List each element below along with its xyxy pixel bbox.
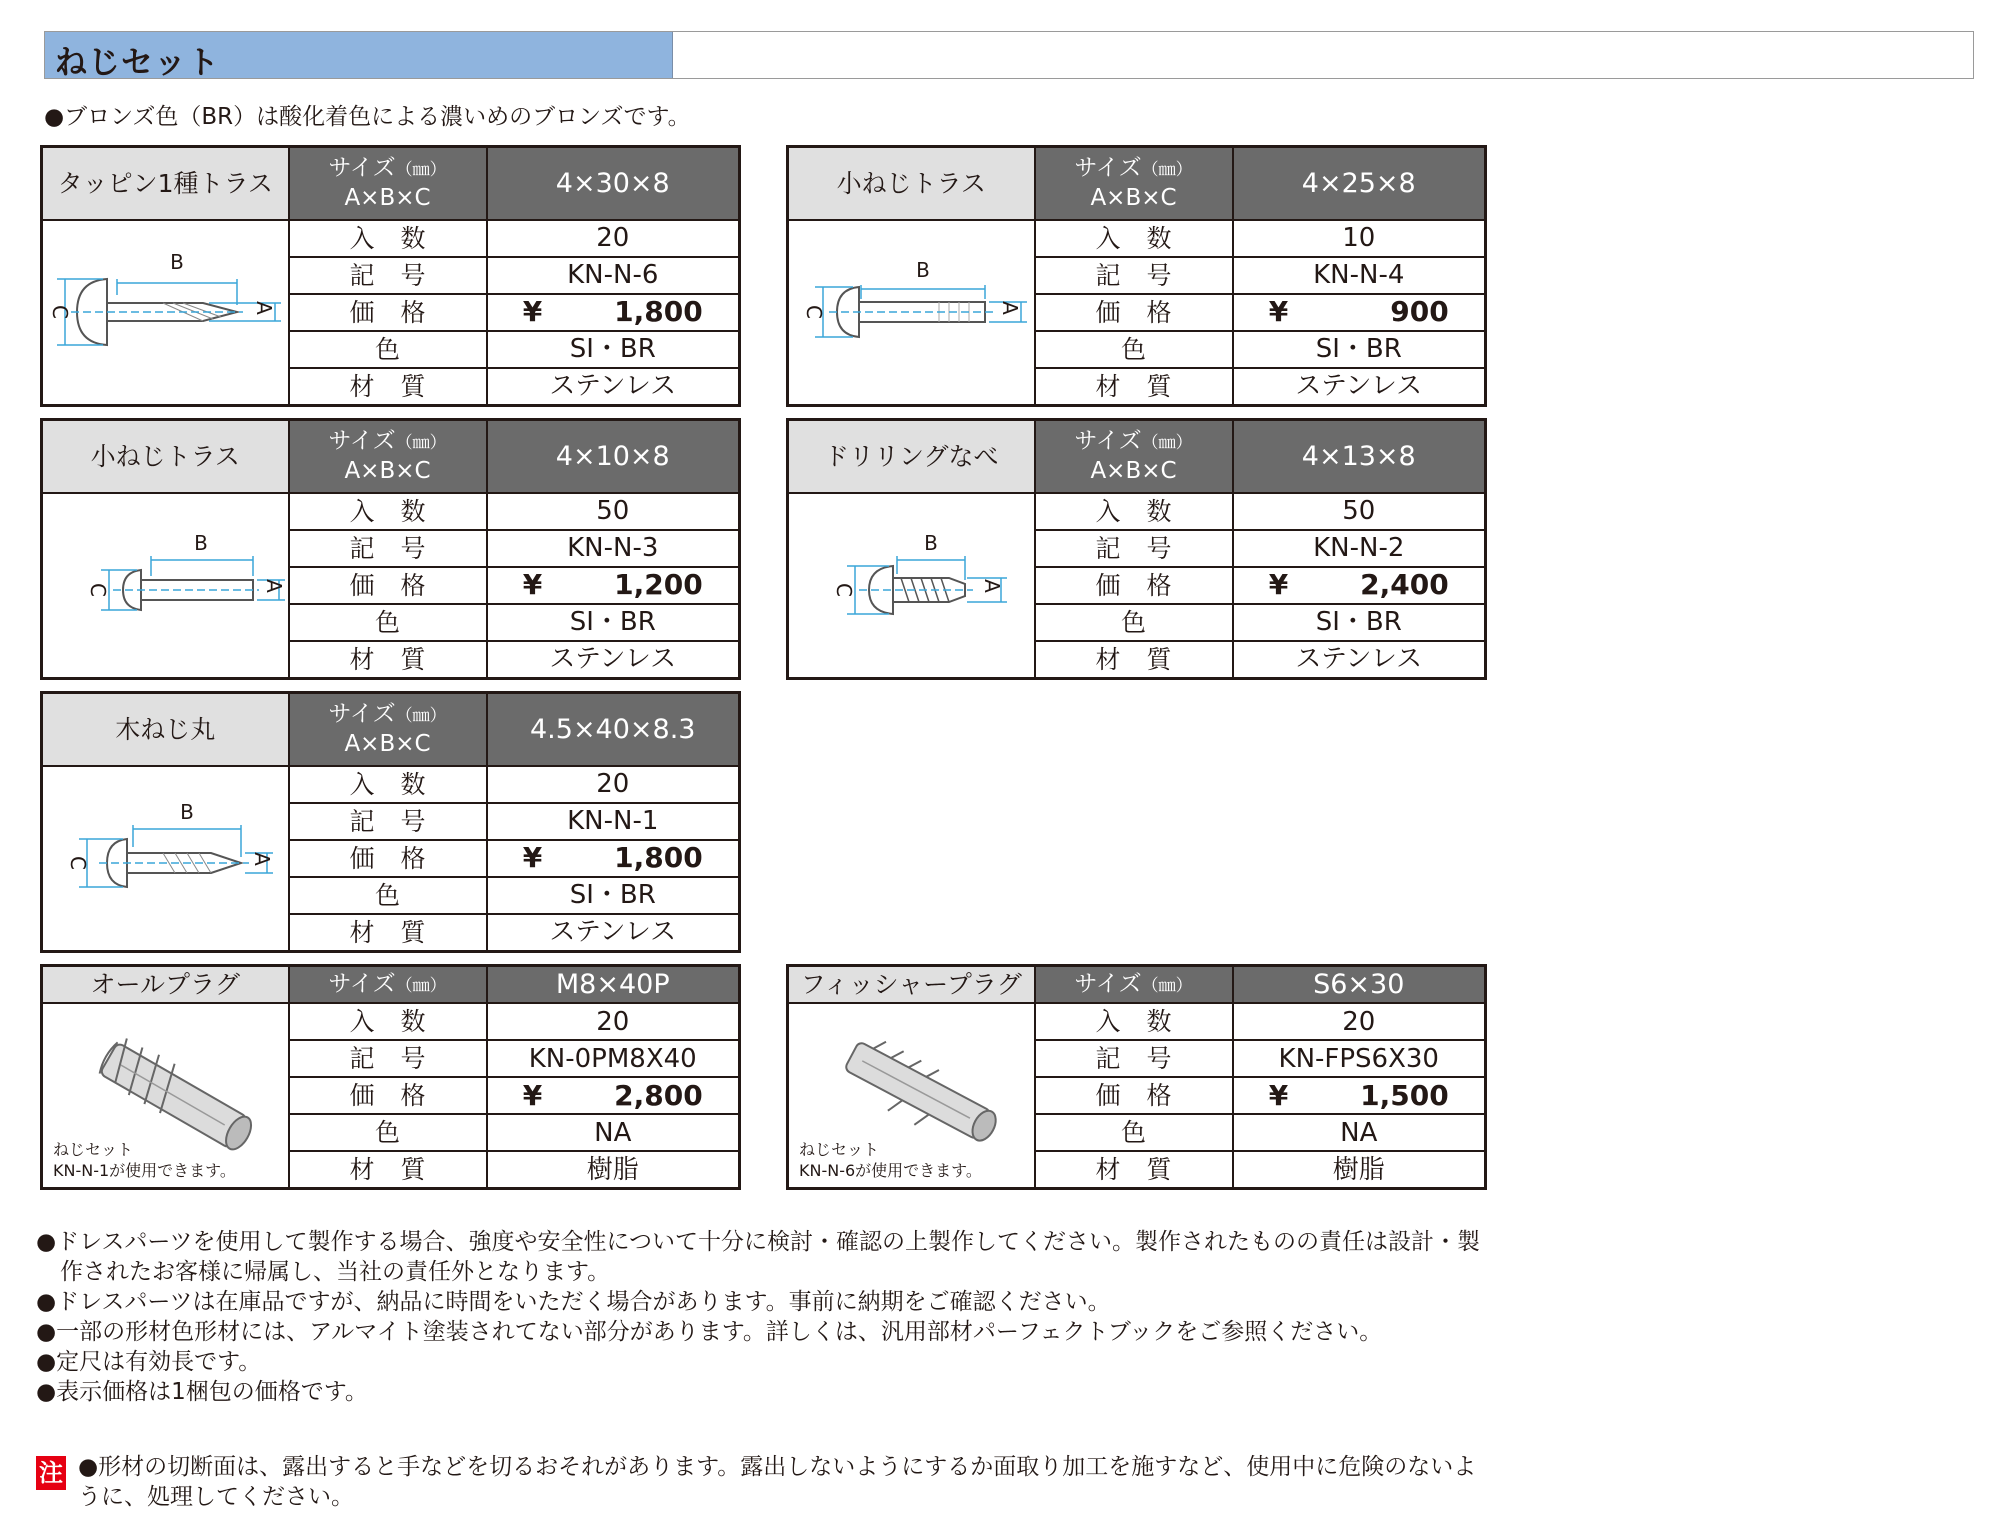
code-value: KN-N-1 [487,803,740,840]
note-item-continued: 作されたお客様に帰属し、当社の責任外となります。 [60,1259,611,1285]
material-value: 樹脂 [487,1151,740,1189]
code-label: 記 号 [1035,530,1233,567]
qty-value: 50 [487,493,740,530]
price-value: ¥ 2,400 [1233,567,1486,604]
product-table [40,418,741,680]
color-label: 色 [289,1114,487,1151]
material-value: ステンレス [487,368,740,406]
price-value: ¥ 1,500 [1233,1077,1486,1114]
truss-machine-screw-drawing [789,221,1034,404]
code-label: 記 号 [289,530,487,567]
size-value: 4×13×8 [1233,420,1486,493]
color-value: SI・BR [487,604,740,641]
dim-b-label: B [916,257,930,282]
product-name: ドリリングなべ [788,420,1035,493]
size-value: M8×40P [487,966,740,1004]
material-label: 材 質 [289,1151,487,1189]
dim-a-label: A [252,300,276,315]
price-label: 価 格 [289,567,487,604]
material-value: ステンレス [1233,368,1486,406]
caution-text: ●形材の切断面は、露出すると手などを切るおそれがあります。露出しないようにするか面取り加工を施すなど、使用中に危険のないように、処理してください。 [78,1454,1477,1510]
color-label: 色 [289,877,487,914]
product-name: 木ねじ丸 [42,693,289,766]
dim-c-label: C [86,582,110,597]
material-label: 材 質 [1035,368,1233,406]
material-label: 材 質 [1035,641,1233,679]
qty-value: 20 [487,766,740,803]
note-item: ●ドレスパーツは在庫品ですが、納品に時間をいただく場合があります。事前に納期をご確認ください。 [36,1289,1111,1315]
qty-label: 入 数 [289,220,487,257]
section-title: ねじセット [55,43,221,81]
qty-label: 入 数 [289,766,487,803]
section-title-bar [44,31,1974,79]
note-item: ●一部の形材色形材には、アルマイト塗装されてない部分があります。詳しくは、汎用部材パーフェクトブックをご参照ください。 [36,1319,1383,1345]
color-label: 色 [1035,1114,1233,1151]
price-value: ¥ 2,800 [487,1077,740,1114]
code-value: KN-N-2 [1233,530,1486,567]
qty-label: 入 数 [289,1003,487,1040]
plug-diagram [42,1003,289,1189]
code-value: KN-N-3 [487,530,740,567]
dim-a-label: A [250,851,274,866]
price-label: 価 格 [1035,294,1233,331]
price-label: 価 格 [289,294,487,331]
product-name: フィッシャープラグ [788,966,1035,1004]
notes-list [36,1227,1486,1407]
product-table [786,964,1487,1190]
product-table [40,964,741,1190]
dim-c-label: C [66,855,90,870]
qty-value: 20 [1233,1003,1486,1040]
size-value: 4×30×8 [487,147,740,220]
qty-value: 10 [1233,220,1486,257]
color-value: SI・BR [487,877,740,914]
dim-b-label: B [180,799,194,824]
drilling-pan-screw-drawing [789,494,1034,677]
code-label: 記 号 [1035,1040,1233,1077]
qty-label: 入 数 [1035,1003,1233,1040]
dim-a-label: A [262,578,286,593]
product-table [786,145,1487,407]
note-item: ●ドレスパーツを使用して製作する場合、強度や安全性について十分に検討・確認の上製作してください。製作されたものの責任は設計・製 [36,1229,1480,1255]
color-value: NA [487,1114,740,1151]
dim-b-label: B [194,530,208,555]
truss-tapping-screw-drawing [43,221,288,404]
size-value: 4.5×40×8.3 [487,693,740,766]
product-name: オールプラグ [42,966,289,1004]
size-value: 4×25×8 [1233,147,1486,220]
material-label: 材 質 [289,368,487,406]
material-value: 樹脂 [1233,1151,1486,1189]
screw-diagram [788,220,1035,406]
size-header: サイズ（㎜） A×B×C [289,693,487,766]
product-table [40,145,741,407]
dim-b-label: B [924,530,938,555]
price-value: ¥ 1,200 [487,567,740,604]
plug-caption: ねじセット KN-N-6が使用できます。 [799,1140,982,1180]
size-header: サイズ（㎜） A×B×C [1035,147,1233,220]
price-value: ¥ 900 [1233,294,1486,331]
price-label: 価 格 [289,1077,487,1114]
color-value: NA [1233,1114,1486,1151]
price-label: 価 格 [1035,567,1233,604]
code-label: 記 号 [289,1040,487,1077]
code-value: KN-N-4 [1233,257,1486,294]
round-wood-screw-drawing [43,767,288,950]
size-header: サイズ（㎜） [1035,966,1233,1004]
dim-c-label: C [48,304,72,319]
qty-value: 50 [1233,493,1486,530]
material-label: 材 質 [289,641,487,679]
plug-caption: ねじセット KN-N-1が使用できます。 [53,1140,236,1180]
color-label: 色 [289,331,487,368]
price-label: 価 格 [289,840,487,877]
color-label: 色 [289,604,487,641]
price-value: ¥ 1,800 [487,294,740,331]
note-item: ●定尺は有効長です。 [36,1349,262,1375]
color-value: SI・BR [487,331,740,368]
color-value: SI・BR [1233,604,1486,641]
price-label: 価 格 [1035,1077,1233,1114]
material-value: ステンレス [487,641,740,679]
size-value: S6×30 [1233,966,1486,1004]
size-header: サイズ（㎜） A×B×C [1035,420,1233,493]
note-item: ●表示価格は1梱包の価格です。 [36,1379,368,1405]
screw-diagram [42,493,289,679]
short-machine-screw-drawing [43,494,288,677]
dim-c-label: C [802,304,826,319]
qty-value: 20 [487,1003,740,1040]
qty-label: 入 数 [1035,493,1233,530]
code-value: KN-FPS6X30 [1233,1040,1486,1077]
dim-b-label: B [170,249,184,274]
size-header: サイズ（㎜） A×B×C [289,147,487,220]
code-label: 記 号 [289,803,487,840]
code-label: 記 号 [1035,257,1233,294]
product-name: タッピン1種トラス [42,147,289,220]
dim-a-label: A [980,578,1004,593]
caution-badge: 注 [36,1456,66,1490]
product-name: 小ねじトラス [42,420,289,493]
qty-value: 20 [487,220,740,257]
price-value: ¥ 1,800 [487,840,740,877]
color-value: SI・BR [1233,331,1486,368]
dim-a-label: A [998,300,1022,315]
product-table [40,691,741,953]
screw-diagram [788,493,1035,679]
color-label: 色 [1035,331,1233,368]
bronze-note: ●ブロンズ色（BR）は酸化着色による濃いめのブロンズです。 [44,104,691,130]
material-value: ステンレス [1233,641,1486,679]
plug-diagram [788,1003,1035,1189]
qty-label: 入 数 [289,493,487,530]
material-label: 材 質 [289,914,487,952]
code-label: 記 号 [289,257,487,294]
product-table [786,418,1487,680]
material-value: ステンレス [487,914,740,952]
material-label: 材 質 [1035,1151,1233,1189]
size-header: サイズ（㎜） [289,966,487,1004]
code-value: KN-0PM8X40 [487,1040,740,1077]
dim-c-label: C [832,582,856,597]
product-name: 小ねじトラス [788,147,1035,220]
size-header: サイズ（㎜） A×B×C [289,420,487,493]
qty-label: 入 数 [1035,220,1233,257]
size-value: 4×10×8 [487,420,740,493]
screw-diagram [42,766,289,952]
code-value: KN-N-6 [487,257,740,294]
color-label: 色 [1035,604,1233,641]
screw-diagram [42,220,289,406]
